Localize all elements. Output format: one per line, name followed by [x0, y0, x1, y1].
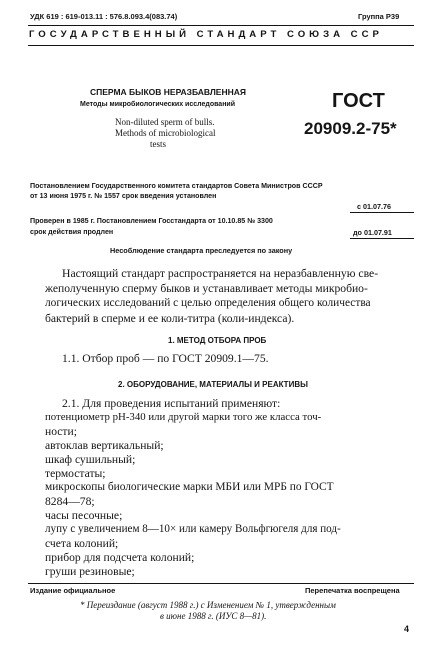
date-extended: до 01.07.91: [353, 228, 392, 237]
section-2-heading: 2. ОБОРУДОВАНИЕ, МАТЕРИАЛЫ И РЕАКТИВЫ: [118, 380, 308, 389]
section-2-line-11: счета колоний;: [45, 537, 119, 550]
gost-number: 20909.2-75*: [304, 119, 397, 138]
section-2-line-8: 8284—78;: [45, 495, 95, 508]
decree-line-2: от 13 июня 1975 г. № 1557 срок введения установлен: [30, 192, 217, 200]
group-code: Группа Р39: [358, 12, 400, 21]
check-line-1: Проверен в 1985 г. Постановлением Госстандарта от 10.10.85 № 3300: [30, 217, 273, 225]
check-line-2: срок действия продлен: [30, 228, 114, 236]
header-bottom-rule: [28, 45, 414, 46]
reissue-note-line-1: * Переиздание (август 1988 г.) с Изменением № 1, утвержденным: [80, 600, 336, 610]
english-title-line-2: Methods of microbiological: [115, 128, 216, 138]
document-title: СПЕРМА БЫКОВ НЕРАЗБАВЛЕННАЯ: [90, 87, 246, 97]
section-2-line-2: потенциометр pH-340 или другой марки того же класса точ-: [45, 411, 322, 423]
section-2-line-1: 2.1. Для проведения испытаний применяют:: [62, 397, 281, 410]
intro-line-1: Настоящий стандарт распространяется на неразбавленную све-: [62, 267, 379, 280]
intro-line-3: логических исследований с целью определения общего количества: [45, 297, 371, 309]
section-1-heading: 1. МЕТОД ОТБОРА ПРОБ: [168, 336, 267, 345]
english-title-line-1: Non-diluted sperm of bulls.: [115, 117, 215, 127]
legal-notice: Несоблюдение стандарта преследуется по закону: [110, 246, 293, 255]
date-extended-underline: [350, 238, 414, 239]
english-title-line-3: tests: [150, 139, 167, 149]
intro-line-4: бактерий в сперме и ее коли-титра (коли-индекса).: [45, 312, 295, 325]
footer-rule: [28, 583, 414, 584]
section-2-line-5: шкаф сушильный;: [45, 453, 136, 466]
reissue-note-line-2: в июне 1988 г. (ИУС 8—81).: [160, 611, 267, 621]
section-2-line-9: часы песочные;: [45, 509, 123, 522]
gost-label: ГОСТ: [332, 90, 385, 112]
document-subtitle: Методы микробиологических исследований: [80, 101, 236, 108]
date-introduced: с 01.07.76: [357, 202, 391, 211]
section-2-line-4: автоклав вертикальный;: [45, 439, 164, 452]
decree-line-1: Постановлением Государственного комитета стандартов Совета Министров СССР: [30, 182, 323, 190]
section-2-line-7: микроскопы биологические марки МБИ или МРБ по ГОСТ: [45, 481, 334, 493]
section-1-text: 1.1. Отбор проб — по ГОСТ 20909.1—75.: [62, 352, 269, 365]
intro-line-2: жеполученную сперму быков и устанавливает методы микробио-: [45, 282, 368, 295]
page-number: 4: [404, 624, 410, 634]
section-2-line-6: термостаты;: [45, 467, 106, 480]
section-2-line-12: прибор для подсчета колоний;: [45, 551, 195, 564]
section-2-line-3: ности;: [45, 425, 77, 438]
header-top-rule: [28, 25, 414, 26]
standard-name: ГОСУДАРСТВЕННЫЙ СТАНДАРТ СОЮЗА ССР: [29, 29, 383, 40]
udk-code: УДК 619 : 619-013.11 : 576.8.093.4(083.74): [30, 12, 178, 21]
date-introduced-underline: [350, 212, 414, 213]
section-2-line-13: груши резиновые;: [45, 565, 135, 578]
section-2-line-10: лупу с увеличением 8—10× или камеру Вольфгюгеля для под-: [45, 523, 341, 535]
reprint-prohibited: Перепечатка воспрещена: [305, 586, 400, 595]
official-edition: Издание официальное: [30, 586, 116, 595]
